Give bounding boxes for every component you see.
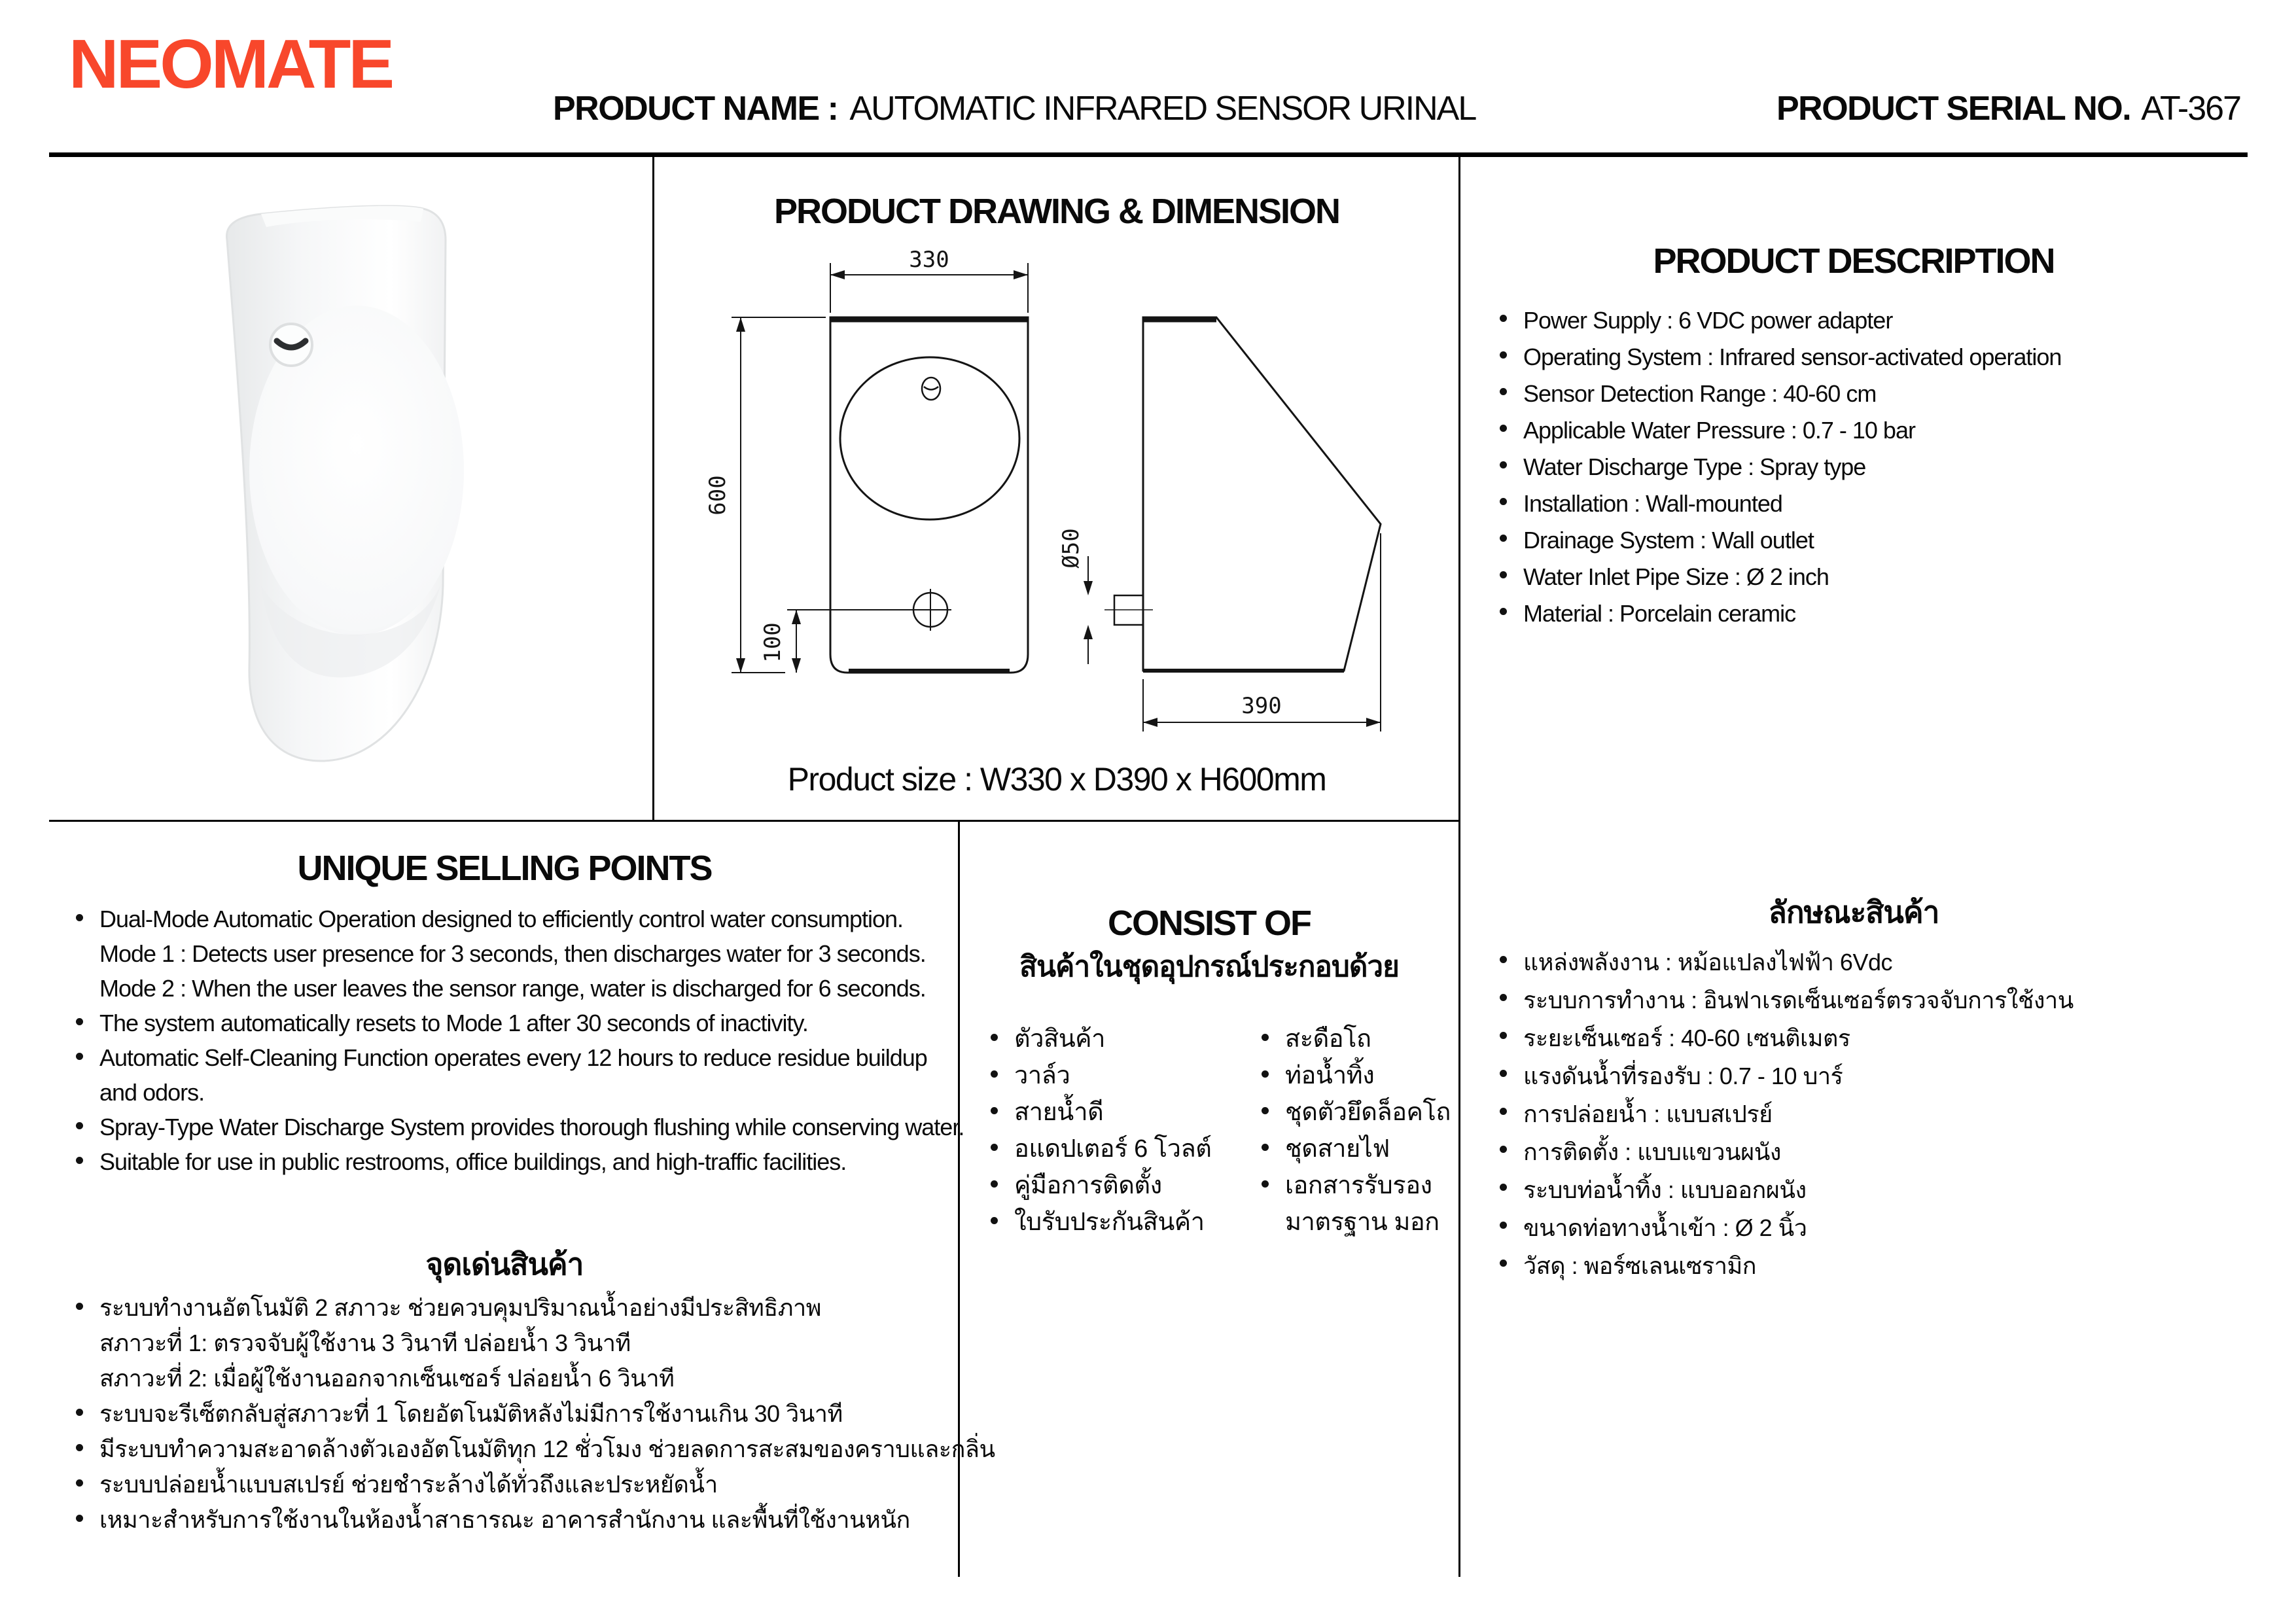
dim-height-label: 600 [705, 475, 731, 516]
description-item: Material : Porcelain ceramic [1494, 595, 2247, 632]
side-view-outline [1143, 317, 1381, 671]
description-item: Power Supply : 6 VDC power adapter [1494, 302, 2247, 339]
sensor-hole [922, 378, 940, 400]
usp-item [71, 902, 951, 1006]
consist-item: คู่มือการติดตั้ง [985, 1167, 1247, 1204]
consist-left-list [985, 1021, 1247, 1241]
description-item: Sensor Detection Range : 40-60 cm [1494, 376, 2247, 412]
thai-highlight-line: สภาวะที่ 2: เมื่อผู้ใช้งานออกจากเซ็นเซอร์ ปล่อยน้ำ 6 วินาที [99, 1365, 675, 1392]
dim-outlet-diameter-label: Ø50 [1058, 528, 1084, 569]
thai-spec-item: ระบบท่อน้ำทิ้ง : แบบออกผนัง [1494, 1171, 2247, 1209]
description-item: Drainage System : Wall outlet [1494, 522, 2247, 559]
product-serial [1776, 89, 2240, 128]
thai-spec-item: ระยะเซ็นเซอร์ : 40-60 เซนติเมตร [1494, 1019, 2247, 1057]
dim-depth-label: 390 [1241, 693, 1282, 719]
dim-width-label: 330 [909, 249, 949, 273]
thai-highlights-title: จุดเด่นสินค้า [425, 1247, 584, 1281]
dim-drain-offset-label: 100 [760, 622, 786, 663]
thai-specs-list [1494, 943, 2247, 1285]
usp-line: Dual-Mode Automatic Operation designed to efficiently control water consumption. [99, 906, 904, 932]
description-item: Installation : Wall-mounted [1494, 485, 2247, 522]
description-section-title: PRODUCT DESCRIPTION [1653, 241, 2055, 281]
product-name-value: AUTOMATIC INFRARED SENSOR URINAL [849, 90, 1476, 128]
thai-spec-item: ขนาดท่อทางน้ำเข้า : Ø 2 นิ้ว [1494, 1209, 2247, 1247]
thai-specs-title: ลักษณะสินค้า [1768, 895, 1939, 929]
usp-item: Automatic Self-Cleaning Function operates every 12 hours to reduce residue buildup and odors. [71, 1040, 951, 1110]
thai-spec-item: การปล่อยน้ำ : แบบสเปรย์ [1494, 1095, 2247, 1133]
thai-highlight-item: ระบบปล่อยน้ำแบบสเปรย์ ช่วยชำระล้างได้ทั่วถึงและประหยัดน้ำ [71, 1467, 951, 1502]
consist-item: สะดือโถ [1256, 1021, 1453, 1057]
brand-logo: NEOMATE [69, 26, 393, 103]
product-size-caption: Product size : W330 x D390 x H600mm [787, 761, 1326, 798]
consist-item: สายน้ำดี [985, 1094, 1247, 1131]
thai-highlight-item [71, 1290, 951, 1396]
usp-item: Spray-Type Water Discharge System provides thorough flushing while conserving water. [71, 1110, 951, 1144]
product-name [553, 89, 1475, 128]
description-item: Operating System : Infrared sensor-activated operation [1494, 339, 2247, 376]
thai-highlight-item: ระบบจะรีเซ็ตกลับสู่สภาวะที่ 1 โดยอัตโนมัติหลังไม่มีการใช้งานเกิน 30 วินาที [71, 1396, 951, 1432]
description-item: Water Discharge Type : Spray type [1494, 449, 2247, 485]
thai-spec-item: วัสดุ : พอร์ซเลนเซรามิก [1494, 1247, 2247, 1285]
usp-line: Mode 1 : Detects user presence for 3 seconds, then discharges water for 3 seconds. [99, 940, 926, 967]
thai-spec-item: แหล่งพลังงาน : หม้อแปลงไฟฟ้า 6Vdc [1494, 943, 2247, 981]
product-serial-value: AT-367 [2141, 90, 2240, 128]
drawing-section-title: PRODUCT DRAWING & DIMENSION [774, 192, 1339, 231]
consist-item: เอกสารรับรอง มาตรฐาน มอก [1256, 1167, 1453, 1241]
consist-item: ใบรับประกันสินค้า [985, 1204, 1247, 1241]
thai-highlight-item: เหมาะสำหรับการใช้งานในห้องน้ำสาธารณะ อาคารสำนักงาน และพื้นที่ใช้งานหนัก [71, 1502, 951, 1538]
usp-section-title: UNIQUE SELLING POINTS [297, 849, 712, 888]
description-list [1494, 302, 2247, 632]
horizontal-divider-middle [49, 820, 1460, 822]
description-item: Water Inlet Pipe Size : Ø 2 inch [1494, 559, 2247, 595]
description-item: Applicable Water Pressure : 0.7 - 10 bar [1494, 412, 2247, 449]
usp-line: Mode 2 : When the user leaves the sensor range, water is discharged for 6 seconds. [99, 975, 926, 1002]
consist-item: ชุดตัวยึดล็อคโถ [1256, 1094, 1453, 1131]
consist-item: ตัวสินค้า [985, 1021, 1247, 1057]
product-photo [141, 193, 573, 795]
consist-item: ชุดสายไฟ [1256, 1131, 1453, 1167]
thai-highlights-list [71, 1290, 995, 1538]
technical-drawing [654, 249, 1459, 746]
usp-item: Suitable for use in public restrooms, office buildings, and high-traffic facilities. [71, 1144, 951, 1179]
consist-item: วาล์ว [985, 1057, 1247, 1094]
product-serial-label: PRODUCT SERIAL NO. [1776, 90, 2131, 128]
consist-title-th: สินค้าในชุดอุปกรณ์ประกอบด้วย [1019, 951, 1399, 983]
basin-outline [840, 357, 1019, 520]
usp-list [71, 902, 964, 1179]
front-view-outline [830, 317, 1028, 673]
thai-highlight-item: มีระบบทำความสะอาดล้างตัวเองอัตโนมัติทุก 12 ชั่วโมง ช่วยลดการสะสมของคราบและกลิ่น [71, 1432, 951, 1467]
thai-spec-item: ระบบการทำงาน : อินฟาเรดเซ็นเซอร์ตรวจจับการใช้งาน [1494, 981, 2247, 1019]
product-name-label: PRODUCT NAME : [553, 90, 838, 128]
consist-right-list [1256, 1021, 1453, 1241]
consist-title-en: CONSIST OF [1107, 904, 1311, 943]
thai-spec-item: แรงดันน้ำที่รองรับ : 0.7 - 10 บาร์ [1494, 1057, 2247, 1095]
usp-item: The system automatically resets to Mode 1 after 30 seconds of inactivity. [71, 1006, 951, 1040]
thai-spec-item: การติดตั้ง : แบบแขวนผนัง [1494, 1133, 2247, 1171]
consist-item: อแดปเตอร์ 6 โวลต์ [985, 1131, 1247, 1167]
thai-highlight-line: ระบบทำงานอัตโนมัติ 2 สภาวะ ช่วยควบคุมปริมาณน้ำอย่างมีประสิทธิภาพ [99, 1294, 821, 1321]
consist-item: ท่อน้ำทิ้ง [1256, 1057, 1453, 1094]
header-divider [49, 152, 2248, 157]
thai-highlight-line: สภาวะที่ 1: ตรวจจับผู้ใช้งาน 3 วินาที ปล่อยน้ำ 3 วินาที [99, 1330, 631, 1356]
